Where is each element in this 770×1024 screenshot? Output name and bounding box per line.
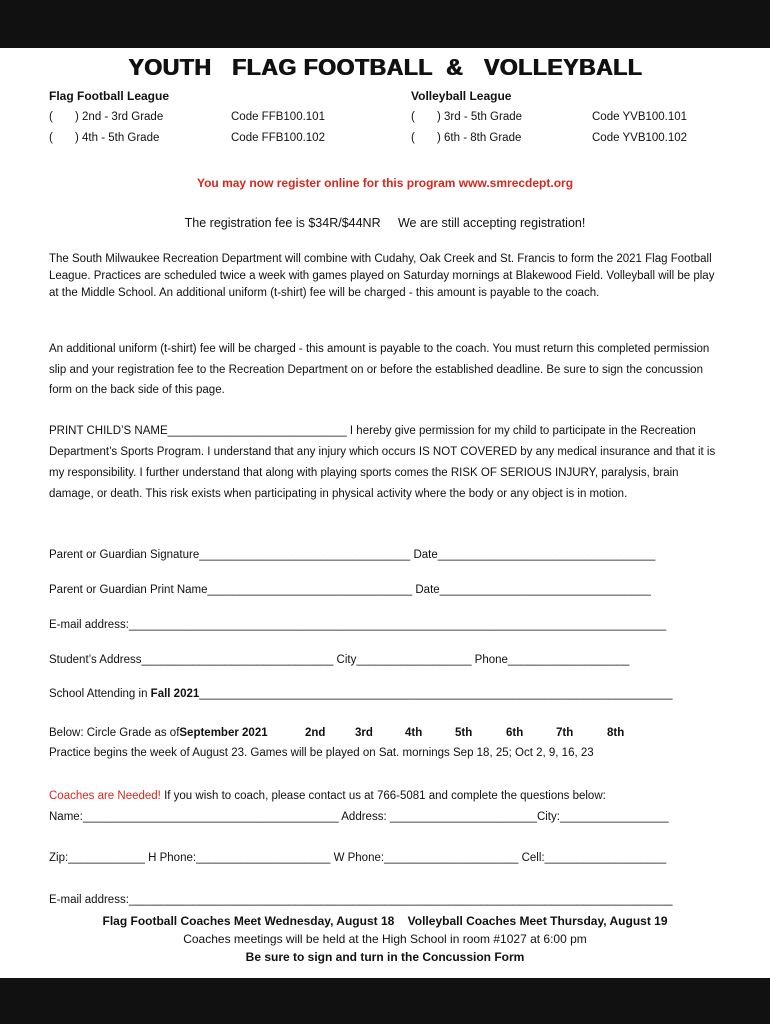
grade-date: September 2021 <box>179 727 268 739</box>
coach-phone-line[interactable]: Zip:____________ H Phone:_____________________ W Phone:_____________________ Cell:___________________ <box>49 852 667 864</box>
football-row-2-code: Code FFB100.102 <box>231 132 325 144</box>
grade-option-4th[interactable]: 4th <box>405 727 423 739</box>
grade-circle-label: Below: Circle Grade as of <box>49 727 180 739</box>
volleyball-league-heading: Volleyball League <box>411 89 512 103</box>
guardian-print-name-line[interactable]: Parent or Guardian Print Name________________________________ Date_________________________________ <box>49 584 651 596</box>
concussion-form-reminder: Be sure to sign and turn in the Concussion Form <box>245 950 525 964</box>
school-attending-label: School Attending in <box>49 688 151 700</box>
uniform-fee-paragraph: An additional uniform (t-shirt) fee will be charged - this amount is payable to the coach. You must return this completed permission slip and your registration fee to the Recreation Department on or before the established deadline. Be sure to sign the concussion form on the back side of this page. <box>49 343 710 396</box>
school-year: Fall 2021 <box>150 688 200 700</box>
coaches-contact-text: If you wish to coach, please contact us at 766-5081 and complete the questions below: <box>164 790 606 802</box>
top-black-bar <box>0 0 770 48</box>
grade-circle-row <box>49 727 268 739</box>
grade-option-8th[interactable]: 8th <box>607 727 625 739</box>
coach-email-line[interactable]: E-mail address:_____________________________________________________________________________________ <box>49 894 673 906</box>
grade-option-6th[interactable]: 6th <box>506 727 524 739</box>
grade-option-7th[interactable]: 7th <box>556 727 574 739</box>
coaches-needed-label: Coaches are Needed! <box>49 790 165 802</box>
practice-schedule-text: Practice begins the week of August 23. Games will be played on Sat. mornings Sep 18, 25; Oct 2, 9, 16, 23 <box>49 747 594 759</box>
grade-option-5th[interactable]: 5th <box>455 727 473 739</box>
program-description-paragraph: The South Milwaukee Recreation Department will combine with Cudahy, Oak Creek and St. Francis to form the 2021 Flag Football League. Practices are scheduled twice a week with games played on Saturday mornings at Blakewood Field. Volleyball will be play at the Middle School. An additional uniform (t-shirt) fee will be charged - this amount is payable to the coach. <box>49 253 715 299</box>
football-row-1-paren: ( <box>49 111 53 123</box>
permission-waiver-paragraph: PRINT CHILD’S NAME____________________________ I hereby give permission for my child to participate in the Recreation Department’s Sports Program. I understand that any injury which occurs IS NOT COVERED by any medical insurance and that it is my responsibility. I further understand that along with playing sports comes the RISK OF SERIOUS INJURY, paralysis, brain damage, or death. This risk exists when participating in physical activity where the body or any object is in motion. <box>49 425 716 500</box>
school-blank: __________________________________________________________________________ <box>199 688 673 700</box>
volleyball-row-2-code: Code YVB100.102 <box>592 132 688 144</box>
volleyball-row-1-paren: ( <box>411 111 415 123</box>
online-registration-notice: You may now register online for this program www.smrecdept.org <box>196 176 574 190</box>
guardian-signature-line[interactable]: Parent or Guardian Signature_________________________________ Date__________________________________ <box>49 549 656 561</box>
page-title: YOUTH FLAG FOOTBALL & VOLLEYBALL <box>128 54 642 80</box>
football-row-2-grade: ) 4th - 5th Grade <box>75 132 160 144</box>
volleyball-row-1-code: Code YVB100.101 <box>592 111 688 123</box>
football-row-2-paren: ( <box>49 132 53 144</box>
volleyball-row-1-grade: ) 3rd - 5th Grade <box>437 111 523 123</box>
registration-fee-text: The registration fee is $34R/$44NR We are still accepting registration! <box>184 216 586 230</box>
coaches-meeting-location: Coaches meetings will be held at the High School in room #1027 at 6:00 pm <box>183 932 587 946</box>
school-attending-line[interactable] <box>49 688 673 700</box>
football-row-1-grade: ) 2nd - 3rd Grade <box>75 111 164 123</box>
bottom-black-bar <box>0 978 770 1024</box>
football-league-heading: Flag Football League <box>49 89 170 103</box>
football-row-1-code: Code FFB100.101 <box>231 111 325 123</box>
coaches-needed-line <box>49 790 606 802</box>
volleyball-row-2-paren: ( <box>411 132 415 144</box>
coaches-meeting-dates: Flag Football Coaches Meet Wednesday, August 18 Volleyball Coaches Meet Thursday, August 19 <box>102 914 668 928</box>
coach-name-address-line[interactable]: Name:________________________________________ Address: _______________________City:_________________ <box>49 811 669 823</box>
grade-option-3rd[interactable]: 3rd <box>355 727 373 739</box>
volleyball-row-2-grade: ) 6th - 8th Grade <box>437 132 522 144</box>
grade-option-2nd[interactable]: 2nd <box>305 727 326 739</box>
email-address-line[interactable]: E-mail address:____________________________________________________________________________________ <box>49 619 667 631</box>
student-address-line[interactable]: Student’s Address______________________________ City__________________ Phone___________________ <box>49 654 630 666</box>
